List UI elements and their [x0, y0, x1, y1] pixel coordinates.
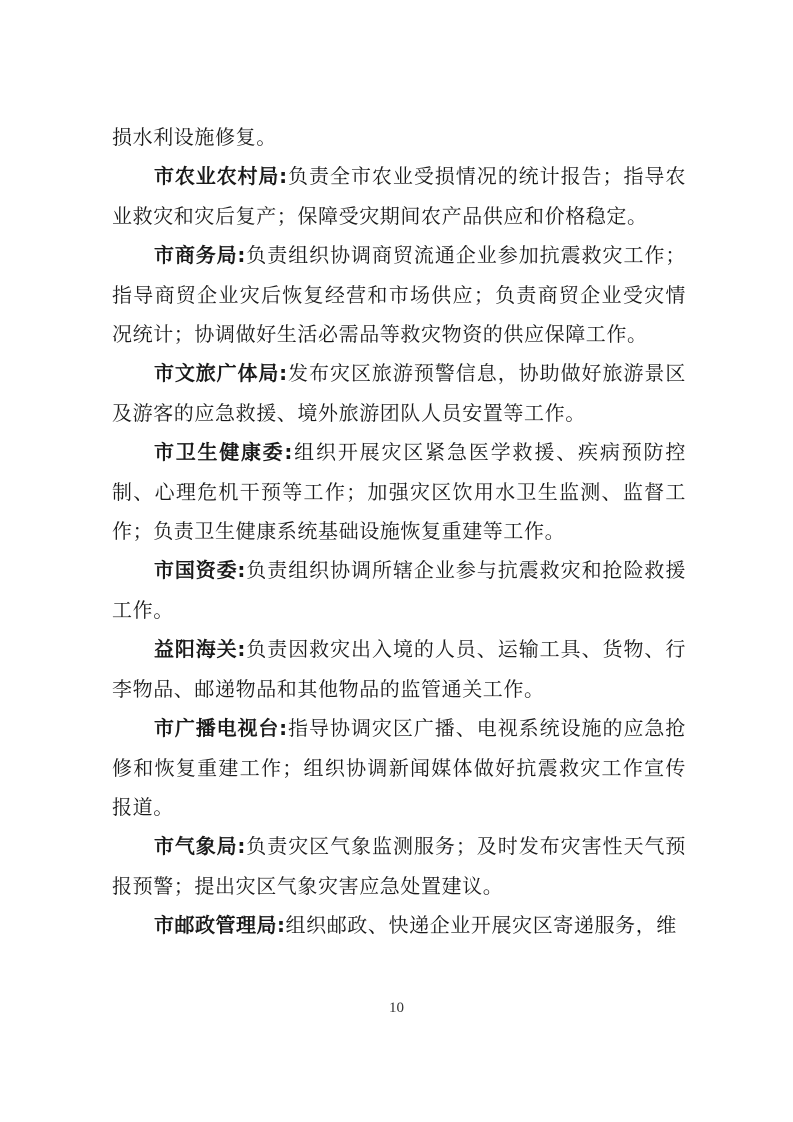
- agency-name: 市农业农村局:: [154, 164, 288, 189]
- paragraph-meteorology: [112, 827, 686, 906]
- paragraph-customs: [112, 630, 686, 709]
- paragraph-text: 组织邮政、快递企业开展灾区寄递服务，维: [285, 913, 677, 938]
- agency-name: 益阳海关:: [154, 637, 246, 662]
- paragraph-text: 组织开展灾区紧急医学救援、疾病预防控制、心理危机干预等工作；加强灾区饮用水卫生监测、监督工作；负责卫生健康系统基础设施恢复重建等工作。: [112, 440, 686, 544]
- agency-name: 市邮政管理局:: [154, 913, 286, 938]
- agency-name: 市卫生健康委:: [154, 440, 293, 465]
- agency-name: 市国资委:: [154, 558, 246, 583]
- paragraph-text: 发布灾区旅游预警信息，协助做好旅游景区及游客的应急救援、境外旅游团队人员安置等工作。: [112, 361, 686, 425]
- agency-name: 市广播电视台:: [154, 716, 288, 741]
- document-body: [112, 118, 686, 946]
- paragraph-postal: [112, 906, 686, 945]
- paragraph-state-assets: [112, 551, 686, 630]
- agency-name: 市文旅广体局:: [154, 361, 288, 386]
- page-number: 10: [389, 1000, 404, 1016]
- paragraph-text: 负责全市农业受损情况的统计报告；指导农业救灾和灾后复产；保障受灾期间农产品供应和价格稳定。: [112, 164, 686, 228]
- paragraph-text: 负责组织协调商贸流通企业参加抗震救灾工作；指导商贸企业灾后恢复经营和市场供应；负责商贸企业受灾情况统计；协调做好生活必需品等救灾物资的供应保障工作。: [112, 243, 686, 347]
- paragraph-agriculture: [112, 157, 686, 236]
- paragraph-commerce: [112, 236, 686, 354]
- paragraph-text: 负责组织协调所辖企业参与抗震救灾和抢险救援工作。: [112, 558, 686, 622]
- paragraph-text: 负责灾区气象监测服务；及时发布灾害性天气预报预警；提出灾区气象灾害应急处置建议。: [112, 834, 686, 898]
- continuation-paragraph: 损水利设施修复。: [112, 125, 277, 149]
- paragraph-health: [112, 433, 686, 551]
- agency-name: 市商务局:: [154, 243, 246, 268]
- paragraph-text: 负责因救灾出入境的人员、运输工具、货物、行李物品、邮递物品和其他物品的监管通关工作。: [112, 637, 686, 701]
- agency-name: 市气象局:: [154, 834, 246, 859]
- paragraph-culture-tourism: [112, 354, 686, 433]
- paragraph-broadcasting: [112, 709, 686, 827]
- paragraph-text: 指导协调灾区广播、电视系统设施的应急抢修和恢复重建工作；组织协调新闻媒体做好抗震救灾工作宣传报道。: [112, 716, 686, 819]
